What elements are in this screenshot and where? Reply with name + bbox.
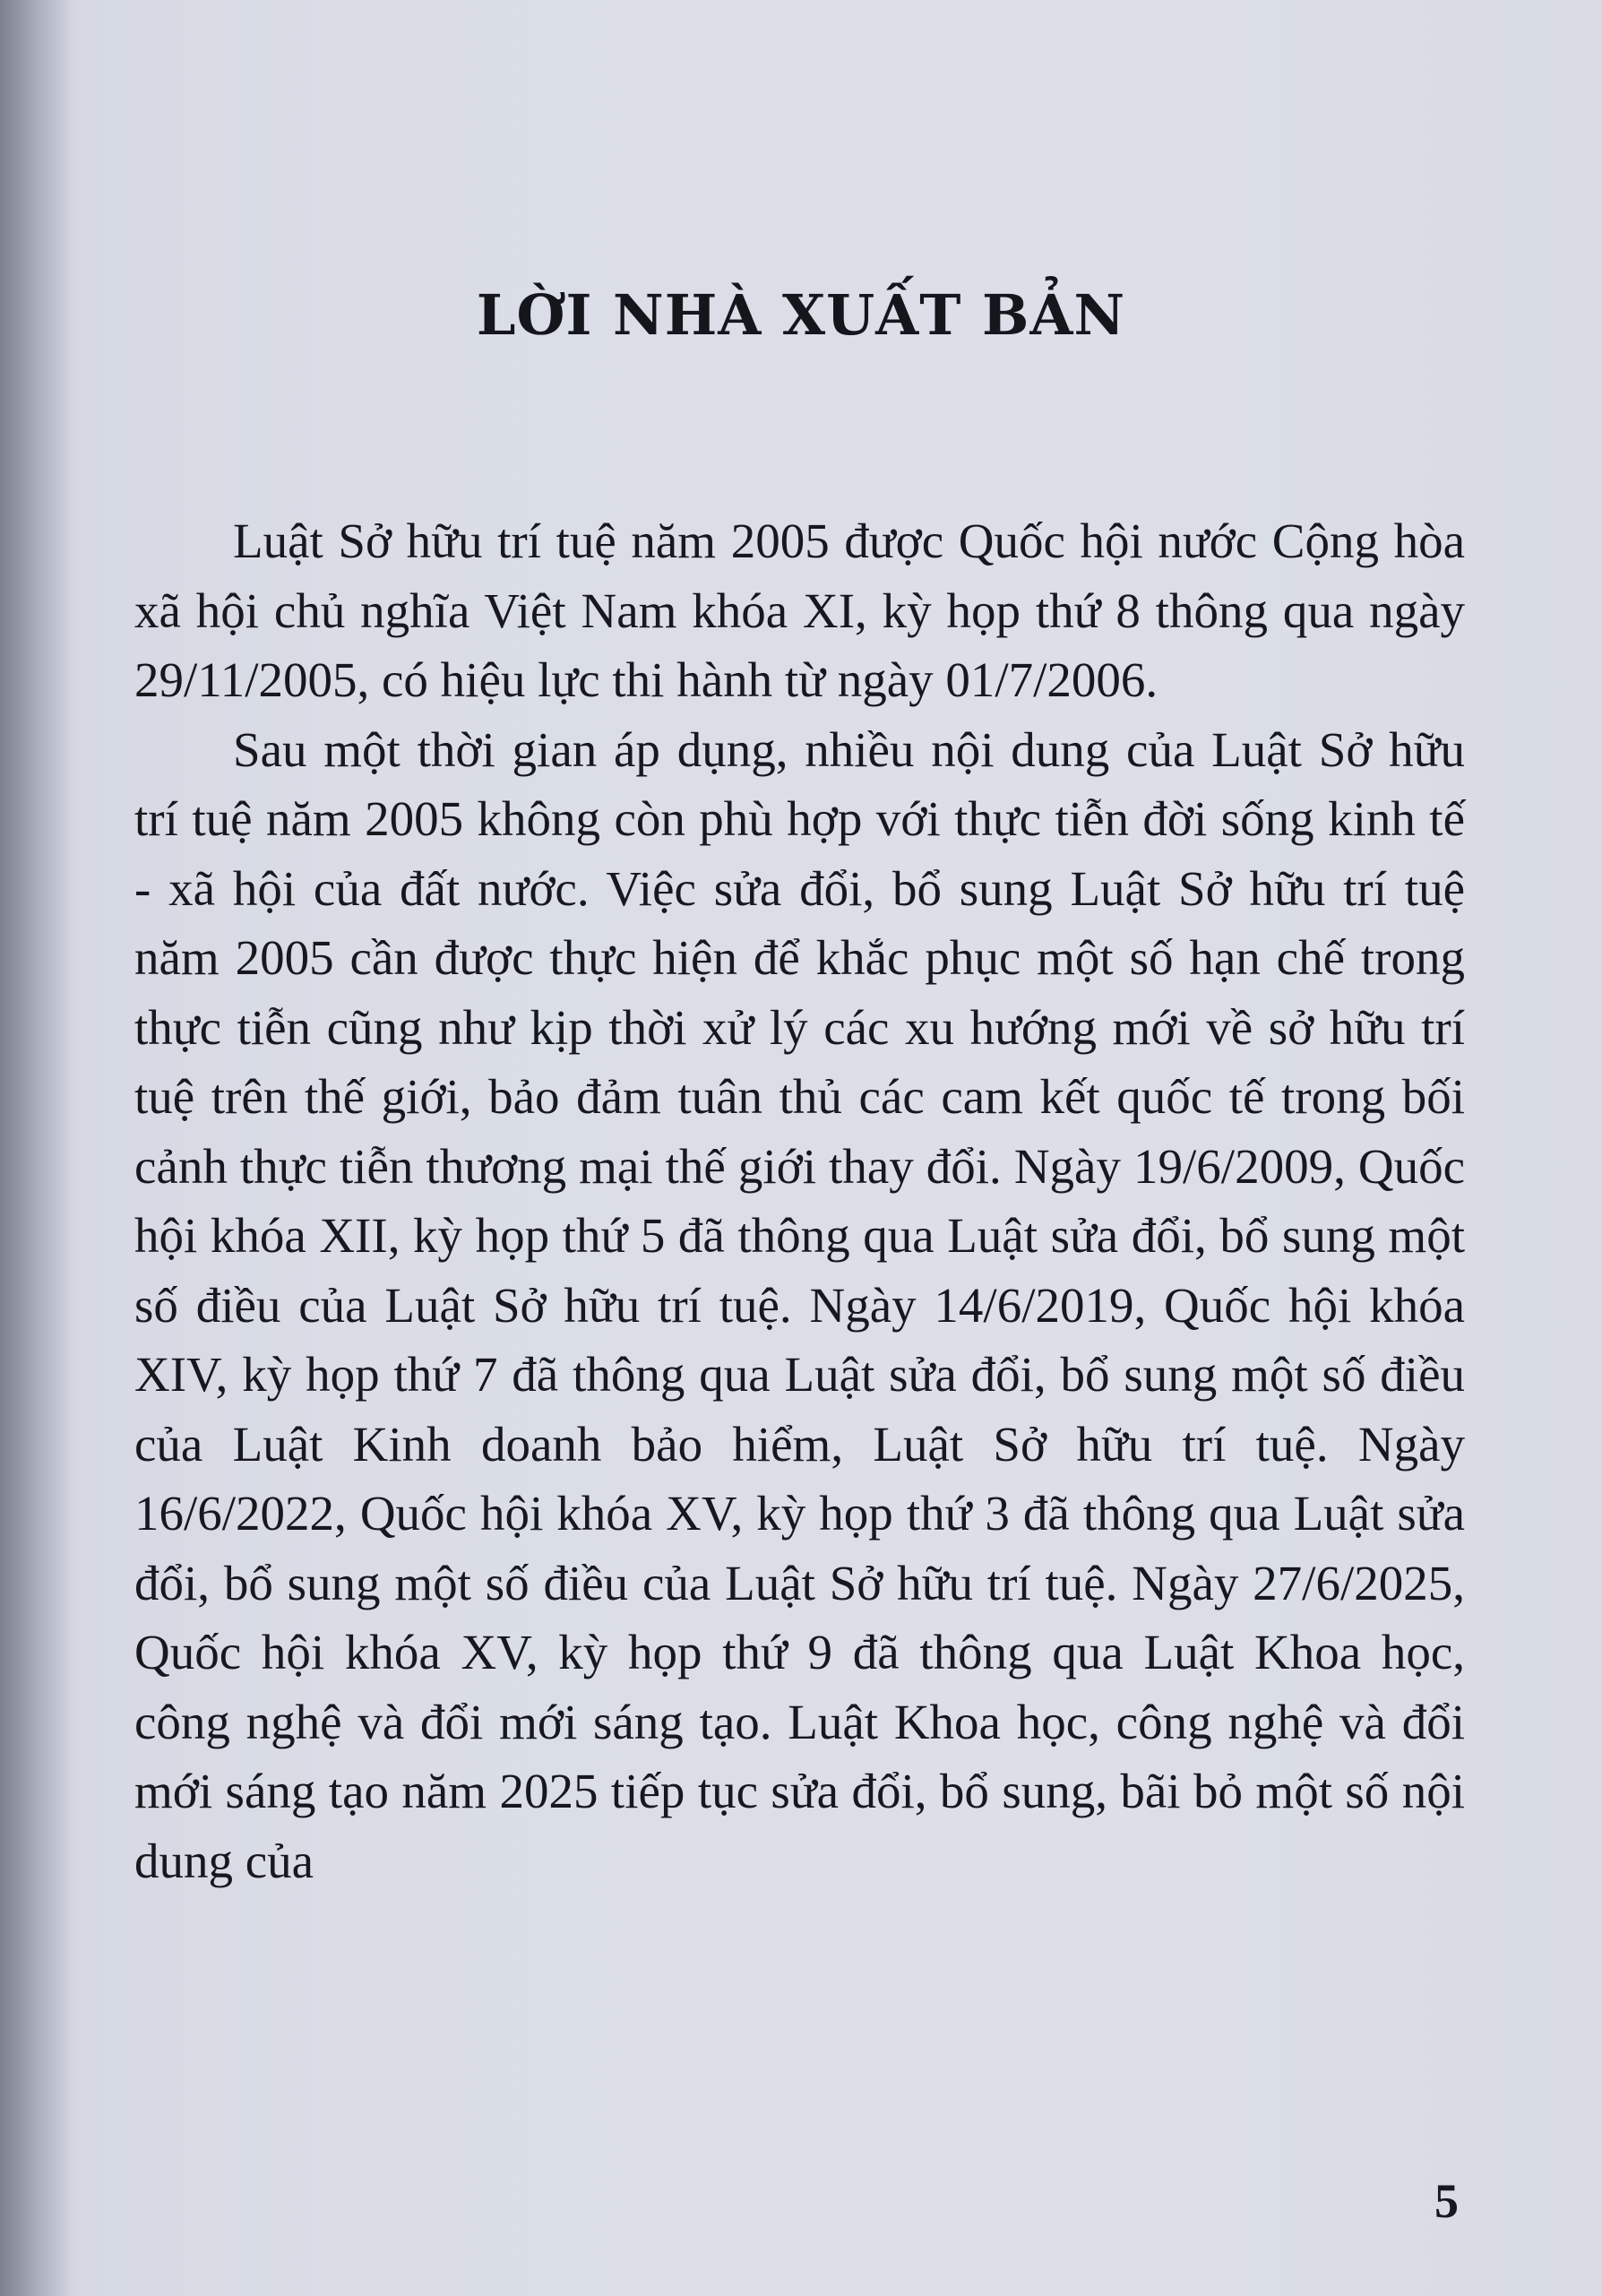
body-text [134, 506, 1465, 1895]
paragraph-2: Sau một thời gian áp dụng, nhiều nội dung của Luật Sở hữu trí tuệ năm 2005 không còn phù hợp với thực tiễn đời sống kinh tế - xã hội của đất nước. Việc sửa đổi, bổ sung Luật Sở hữu trí tuệ năm 2005 cần được thực hiện để khắc phục một số hạn chế trong thực tiễn cũng như kịp thời xử lý các xu hướng mới về sở hữu trí tuệ trên thế giới, bảo đảm tuân thủ các cam kết quốc tế trong bối cảnh thực tiễn thương mại thế giới thay đổi. Ngày 19/6/2009, Quốc hội khóa XII, kỳ họp thứ 5 đã thông qua Luật sửa đổi, bổ sung một số điều của Luật Sở hữu trí tuệ. Ngày 14/6/2019, Quốc hội khóa XIV, kỳ họp thứ 7 đã thông qua Luật sửa đổi, bổ sung một số điều của Luật Kinh doanh bảo hiểm, Luật Sở hữu trí tuệ. Ngày 16/6/2022, Quốc hội khóa XV, kỳ họp thứ 3 đã thông qua Luật sửa đổi, bổ sung một số điều của Luật Sở hữu trí tuệ. Ngày 27/6/2025, Quốc hội khóa XV, kỳ họp thứ 9 đã thông qua Luật Khoa học, công nghệ và đổi mới sáng tạo. Luật Khoa học, công nghệ và đổi mới sáng tạo năm 2025 tiếp tục sửa đổi, bổ sung, bãi bỏ một số nội dung của [134, 721, 1465, 1888]
page-title: LỜI NHÀ XUẤT BẢN [476, 282, 1126, 348]
page-number: 5 [1434, 2174, 1459, 2228]
paragraph-1: Luật Sở hữu trí tuệ năm 2005 được Quốc hội nước Cộng hòa xã hội chủ nghĩa Việt Nam khóa XI, kỳ họp thứ 8 thông qua ngày 29/11/2005, có hiệu lực thi hành từ ngày 01/7/2006. [134, 514, 1465, 707]
